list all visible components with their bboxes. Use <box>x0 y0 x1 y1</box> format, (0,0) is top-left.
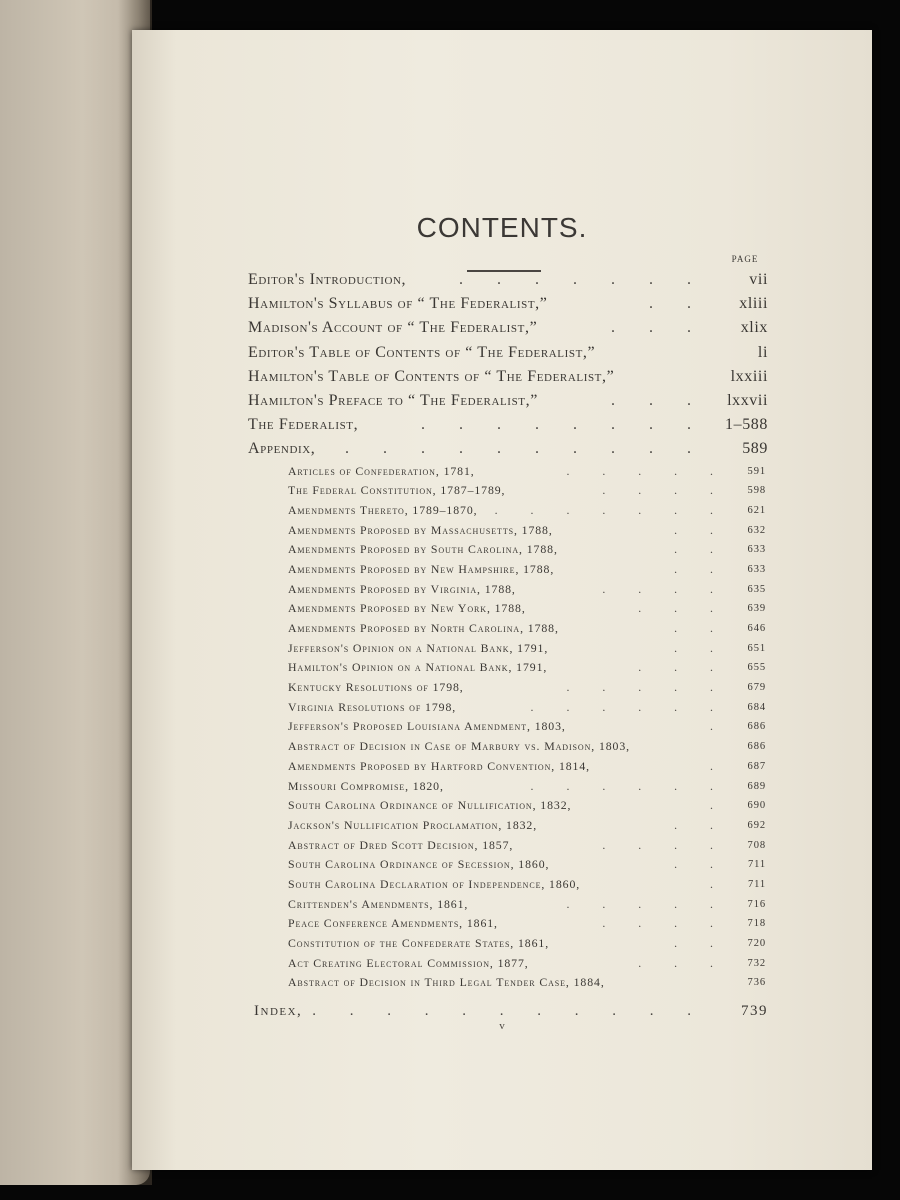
toc-entry-title: Crittenden's Amendments, 1861, <box>288 896 469 911</box>
toc-entry-title: Virginia Resolutions of 1798, <box>288 699 457 714</box>
toc-entry <box>248 678 768 698</box>
toc-leader-dots: . . . <box>611 391 706 409</box>
toc-entry-title: South Carolina Ordinance of Secession, 1860, <box>288 857 550 872</box>
toc-entry-title: Jefferson's Proposed Louisiana Amendment, 1803, <box>288 719 566 734</box>
toc-leader-dots: . . <box>674 817 728 832</box>
toc-leader-dots: . . <box>674 542 728 557</box>
toc-entry-page: vii <box>749 271 768 288</box>
toc-leader-dots: . . <box>674 857 728 872</box>
toc-entry-title: Appendix, <box>248 440 316 458</box>
toc-entry-page: 598 <box>747 485 766 497</box>
toc-entry <box>248 292 768 316</box>
toc-entry-page: xlix <box>740 319 768 337</box>
toc-leader-dots: . . . . . . . . . . <box>345 440 706 458</box>
toc-entry <box>248 365 768 389</box>
toc-entry-title: Amendments Proposed by South Carolina, 1788, <box>288 542 558 557</box>
toc-entry-title: South Carolina Declaration of Independence, 1860, <box>288 876 581 891</box>
toc-leader-dots: . <box>710 798 728 813</box>
toc-entry <box>248 521 768 541</box>
toc-entry-title: Amendments Proposed by New Hampshire, 1788, <box>288 561 555 576</box>
toc-entry-page: 708 <box>747 839 766 851</box>
page-folio: v <box>499 1020 505 1032</box>
toc-entry-title: Madison's Account of “ The Federalist,” <box>248 319 538 337</box>
toc-leader-dots: . . . . . . . <box>494 502 728 517</box>
toc-entry-page: 639 <box>747 603 766 615</box>
toc-leader-dots: . . <box>674 561 728 576</box>
toc-entry <box>248 796 768 816</box>
toc-leader-dots: . . . . <box>602 581 728 596</box>
toc-entry <box>248 875 768 895</box>
toc-entry-page: 655 <box>747 662 766 674</box>
toc-entry-title: Jefferson's Opinion on a National Bank, 1791, <box>288 640 549 655</box>
toc-entry-page: 686 <box>747 741 766 753</box>
toc-entry <box>248 341 768 365</box>
toc-entry <box>248 580 768 600</box>
toc-entry-title: Articles of Confederation, 1781, <box>288 463 475 478</box>
toc-entry-page: 716 <box>747 898 766 910</box>
toc-entry-page: xliii <box>739 295 768 313</box>
toc-leader-dots: . . <box>674 522 728 537</box>
toc-leader-dots: . . . . . <box>566 680 728 695</box>
toc-entry <box>248 481 768 501</box>
toc-entry-title: Peace Conference Amendments, 1861, <box>288 916 498 931</box>
page-column-label: PAGE <box>731 254 759 264</box>
toc-entry <box>248 268 768 292</box>
toc-leader-dots: . <box>710 719 728 734</box>
toc-entry-title: Hamilton's Preface to “ The Federalist,” <box>248 391 538 409</box>
toc-leader-dots: . . <box>674 936 728 950</box>
toc-entry-title: Amendments Proposed by Hartford Convention, 1814, <box>288 758 591 773</box>
contents-page <box>132 30 872 1170</box>
toc-entry-page: 690 <box>747 800 766 812</box>
toc-entry-page: 711 <box>747 859 766 871</box>
toc-entry <box>248 316 768 340</box>
toc-leader-dots: . <box>710 758 728 773</box>
toc-entry-title: Index, <box>254 1003 303 1020</box>
toc-entry-page: 718 <box>747 918 766 930</box>
toc-entry-title: The Federal Constitution, 1787–1789, <box>288 483 506 498</box>
toc-entry-page: 739 <box>741 1003 768 1020</box>
toc-entry-page: 736 <box>747 977 766 989</box>
toc-entry <box>248 389 768 413</box>
toc-entry <box>248 599 768 619</box>
toc-entry <box>248 777 768 797</box>
toc-entry-page: 711 <box>747 878 766 890</box>
toc-entry-page: 633 <box>747 563 766 575</box>
toc-entry <box>248 560 768 580</box>
toc-entry-title: Amendments Proposed by Virginia, 1788, <box>288 581 516 596</box>
toc-entry-title: Constitution of the Confederate States, 1861, <box>288 936 550 950</box>
toc-entry <box>248 914 768 934</box>
toc-leader-dots: . . <box>674 640 728 655</box>
toc-entry-title: Jackson's Nullification Proclamation, 1832, <box>288 817 538 832</box>
toc-leader-dots: . . . . <box>602 916 728 931</box>
toc-entry-title: Abstract of Decision in Third Legal Tender Case, 1884, <box>288 975 605 990</box>
toc-entry <box>248 437 768 461</box>
toc-entry <box>248 954 768 974</box>
toc-entry-page: li <box>757 343 768 361</box>
toc-entry <box>248 501 768 521</box>
toc-leader-dots: . . <box>674 621 728 635</box>
toc-entry-page: 646 <box>747 623 766 634</box>
toc-leader-dots: . . . . . . . . . . . <box>312 1003 706 1020</box>
toc-entry-page: 689 <box>747 780 766 792</box>
toc-leader-dots: . . . <box>611 319 706 337</box>
toc-leader-dots: . . . . <box>602 837 728 852</box>
toc-entry-page: lxxiii <box>730 367 768 385</box>
toc-leader-dots: . . . . . . <box>530 699 728 714</box>
toc-entry <box>248 816 768 836</box>
toc-entry-title: Amendments Proposed by New York, 1788, <box>288 601 526 616</box>
toc-leader-dots: . . . . <box>602 483 728 498</box>
toc-entry-title: Abstract of Decision in Case of Marbury vs. Madison, 1803, <box>288 739 630 754</box>
toc-entry-title: Act Creating Electoral Commission, 1877, <box>288 955 529 970</box>
toc-entry <box>248 639 768 659</box>
toc-entry-title: Editor's Table of Contents of “ The Federalist,” <box>248 343 596 361</box>
toc-entry <box>248 619 768 639</box>
toc-entry-title: Amendments Proposed by North Carolina, 1788, <box>288 621 559 635</box>
toc-entry-title: South Carolina Ordinance of Nullification, 1832, <box>288 798 572 813</box>
toc-entry <box>248 698 768 718</box>
toc-entry <box>248 737 768 757</box>
toc-leader-dots: . . . . . . . . <box>421 416 706 434</box>
toc-entry-title: The Federalist, <box>248 416 359 434</box>
toc-entry <box>248 757 768 777</box>
toc-entry-page: 591 <box>747 465 766 477</box>
toc-entry <box>248 895 768 915</box>
toc-leader-dots: . . . <box>638 955 728 970</box>
toc-entry-title: Editor's Introduction, <box>248 271 407 288</box>
toc-entry <box>248 836 768 856</box>
toc-entry-page: 635 <box>747 583 766 595</box>
toc-leader-dots: . . . <box>638 660 728 675</box>
toc-leader-dots: . . . . . . <box>530 778 728 793</box>
toc-entry-page: 679 <box>747 682 766 694</box>
toc-entry-page: 621 <box>747 504 766 516</box>
page-title: CONTENTS. <box>416 212 588 243</box>
toc-entry-title: Missouri Compromise, 1820, <box>288 778 444 793</box>
toc-leader-dots: . . . <box>638 601 728 616</box>
toc-leader-dots: . <box>710 876 728 891</box>
toc-entry-page: 720 <box>747 938 766 949</box>
toc-entry <box>248 413 768 437</box>
toc-entry <box>248 540 768 560</box>
toc-entry <box>248 973 768 993</box>
toc-entry-page: 692 <box>747 819 766 831</box>
toc-entry-page: 686 <box>747 721 766 733</box>
toc-list <box>248 268 768 1026</box>
toc-entry-page: 732 <box>747 957 766 969</box>
toc-entry <box>248 658 768 678</box>
toc-entry-title: Amendments Thereto, 1789–1870, <box>288 502 478 517</box>
toc-entry-page: 687 <box>747 760 766 772</box>
toc-entry <box>248 462 768 482</box>
toc-entry-page: 1–588 <box>725 416 768 434</box>
toc-entry-title: Hamilton's Syllabus of “ The Federalist,” <box>248 295 548 313</box>
toc-entry-page: 651 <box>747 642 766 654</box>
toc-entry <box>248 934 768 954</box>
toc-entry-title: Hamilton's Opinion on a National Bank, 1791, <box>288 660 548 675</box>
toc-leader-dots: . . . . . . . <box>459 271 706 288</box>
toc-entry-title: Hamilton's Table of Contents of “ The Federalist,” <box>248 367 615 385</box>
toc-leader-dots: . . . . . <box>566 463 728 478</box>
toc-entry-page: 633 <box>747 544 766 556</box>
toc-entry-title: Kentucky Resolutions of 1798, <box>288 680 464 695</box>
toc-entry <box>248 855 768 875</box>
toc-entry-page: 684 <box>747 701 766 713</box>
toc-leader-dots: . . <box>649 295 706 313</box>
toc-entry-title: Amendments Proposed by Massachusetts, 1788, <box>288 522 553 537</box>
toc-entry <box>248 717 768 737</box>
toc-leader-dots: . . . . . <box>566 896 728 911</box>
toc-entry-page: 632 <box>747 524 766 536</box>
toc-entry-page: 589 <box>742 440 768 458</box>
toc-entry-title: Abstract of Dred Scott Decision, 1857, <box>288 837 514 852</box>
toc-entry-page: lxxvii <box>727 391 768 409</box>
